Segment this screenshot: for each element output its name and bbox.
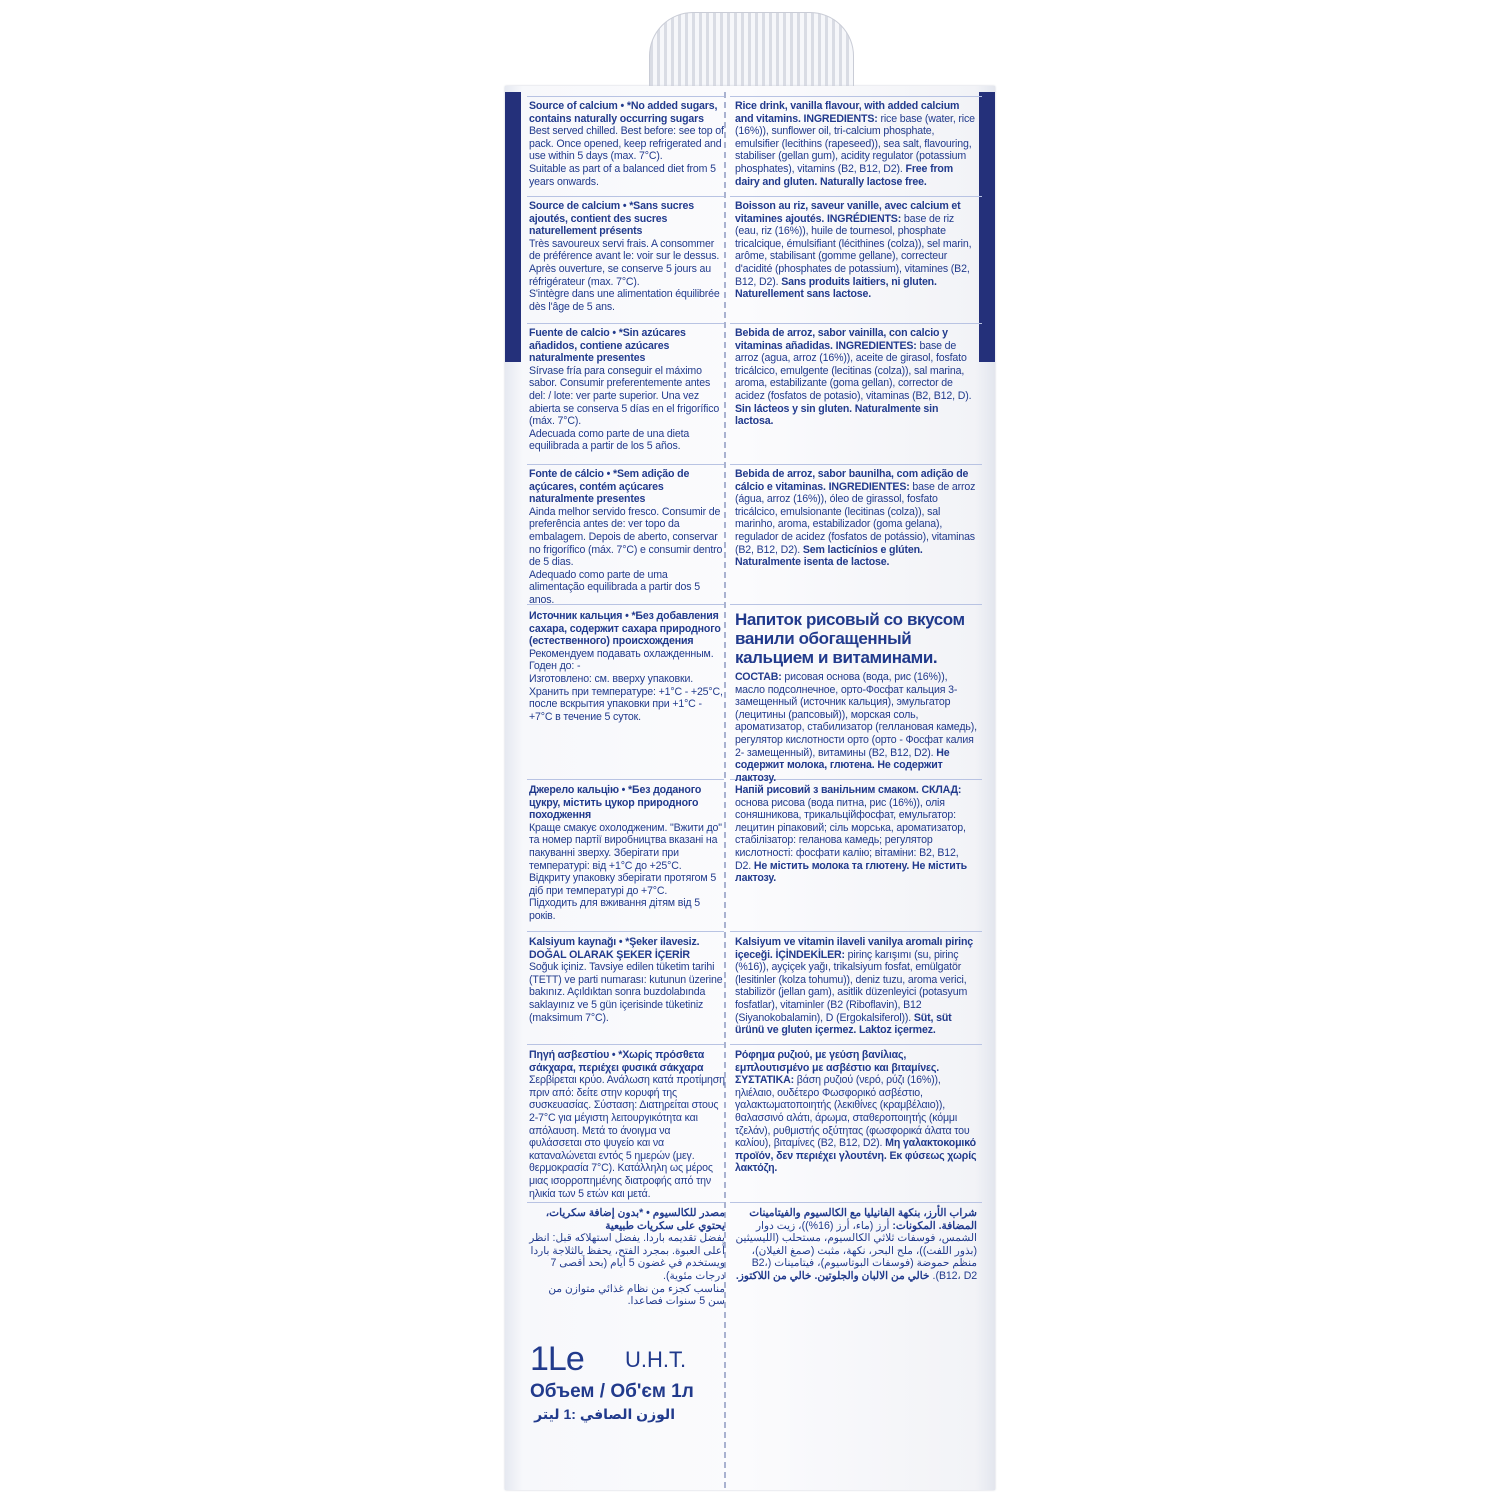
usage-body-en: Best served chilled. Best before: see top of pack. Once opened, keep refrigerated and use within 5 days (max. 7°C). Suitable as part of a balanced diet from 5 years onwards.: [529, 125, 724, 188]
ingredients-tr: [735, 936, 977, 1037]
usage-text-el: [529, 1049, 725, 1200]
usage-heading-tr: Kalsiyum kaynağı • *Şeker ilavesiz. DOĞAL OLARAK ŞEKER İÇERİR: [529, 936, 700, 961]
ingredients-list-fr: base de riz (eau, riz (16%)), huile de tournesol, phosphate tricalcique, émulsifiant (lécithines (colza)), sel marin, arôme, stabilisant (gomme gellane), correcteur d'acidité (phosphates de potassium), vitamines (B2, B12, D2).: [735, 212, 972, 288]
ingredients-el: [735, 1049, 977, 1175]
ingredients-list-ru: рисовая основа (вода, рис (16%)), масло подсолнечное, орто-Фосфат кальция 3-замещенный (источник кальция), эмульгатор (лецитины (рапсовый)), морская соль, ароматизатор, стабилизатор (геллановая камедь), регулятор кислотности орто (орто - Фосфат калия 2- замещенный), витамины (B2, B12, D2).: [735, 671, 977, 759]
allergen-note-pt: Sem lacticínios e glúten. Naturalmente isenta de lactose.: [735, 543, 923, 569]
usage-body-fr: Très savoureux servi frais. A consommer de préférence avant le: voir sur le dessus. Après ouverture, se conserve 5 jours au réfrigérateur (max. 7°C). S'intègre dans une alimentation équilibrée dès l'âge de 5 ans.: [529, 237, 720, 313]
section-divider: [527, 464, 724, 465]
ingredients-heading-tr: Kalsiyum ve vitamin ilaveli vanilya aromalı pirinç içeceği. İÇİNDEKİLER:: [735, 936, 974, 961]
usage-heading-ar: مصدر للكالسيوم • *بدون إضافة سكريات، يحتوي على سكريات طبيعية: [545, 1207, 725, 1232]
usage-text-tr: [529, 936, 725, 1024]
section-divider: [730, 931, 982, 932]
ingredients-heading-pt: Bebida de arroz, sabor baunilha, com adição de cálcio e vitaminas. INGREDIENTES:: [735, 468, 969, 493]
usage-body-tr: Soğuk içiniz. Tavsiye edilen tüketim tarihi (TETT) ve parti numarası: kutunun üzerine bakınız. Açıldıktan sonra buzdolabında saklayınız ve 5 gün içerisinde tüketiniz (maksimum 7°C).: [529, 961, 723, 1024]
ingredients-heading-uk: Напій рисовий з ванільним смаком. СКЛАД:: [735, 784, 962, 796]
usage-heading-el: Πηγή ασβεστίου • *Χωρίς πρόσθετα σάκχαρα, περιέχει φυσικά σάκχαρα: [529, 1049, 705, 1074]
section-divider: [527, 779, 724, 780]
usage-heading-fr: Source de calcium • *Sans sucres ajoutés, contient des sucres naturellement présents: [529, 200, 694, 238]
ingredients-uk: [735, 784, 977, 885]
uht-label: U.H.T.: [625, 1347, 687, 1372]
usage-heading-ru: Источник кальция • *Без добавления сахара, содержит сахара природного (естественного) происхождения: [529, 610, 721, 648]
carton-right-edge-stripe: [979, 92, 995, 362]
usage-text-es: [529, 327, 725, 453]
allergen-note-uk: Не містить молока та глютену. Не містить лактозу.: [735, 859, 968, 885]
section-divider: [527, 196, 724, 197]
product-name-ru: Напиток рисовый со вкусом ванили обогащенный кальцием и витаминами.: [735, 610, 965, 667]
usage-text-uk: [529, 784, 725, 923]
allergen-note-fr: Sans produits laitiers, ni gluten. Naturellement sans lactose.: [735, 275, 937, 301]
ingredients-fr: [735, 200, 977, 301]
usage-body-pt: Ainda melhor servido fresco. Consumir de preferência antes de: ver topo da embalagem. Depois de aberto, conservar no frigorífico (máx. 7°C) e consumir dentro de 5 dias. Adequado como parte de uma alimentação equilibrada a partir dos 5 anos.: [529, 505, 723, 606]
ingredients-list-pt: base de arroz (água, arroz (16%)), óleo de girassol, fosfato tricálcico, emulsionante (lecitinas (colza)), sal marinho, aroma, estabilizador (goma gelana), regulador de acidez (fosfatos de potássio), vitaminas (B2, B12, D2).: [735, 480, 976, 556]
allergen-note-ru: Не содержит молока, глютена. Не содержит лактозу.: [735, 746, 950, 784]
allergen-note-el: Μη γαλακτοκομικό προϊόν, δεν περιέχει γλουτένη. Εκ φύσεως χωρίς λακτόζη.: [735, 1137, 977, 1175]
ingredients-ru: [735, 671, 977, 784]
usage-heading-es: Fuente de calcio • *Sin azúcares añadidos, contiene azúcares naturalmente presentes: [529, 327, 686, 365]
ingredients-heading-ar: شراب الأرز، بنكهة الفانيليا مع الكالسيوم والفيتامينات المضافة. المكونات:: [749, 1207, 977, 1232]
volume-ar: الوزن الصافي :1 ليتر: [534, 1406, 675, 1422]
ingredients-heading-ru: СОСТАВ:: [735, 671, 782, 683]
section-divider: [527, 96, 724, 97]
usage-heading-pt: Fonte de cálcio • *Sem adição de açúcares, contém açúcares naturalmente presentes: [529, 468, 690, 506]
usage-heading-uk: Джерело кальцію • *Без доданого цукру, містить цукор природного походження: [529, 784, 702, 822]
section-divider: [730, 464, 982, 465]
ingredients-list-el: βάση ρυζιού (νερό, ρύζι (16%)), ηλιέλαιο, ουδέτερο Φωσφορικό ασβέστιο, γαλακτωματοποιητής (λεκιθίνες (κραμβέλαιο)), θαλασσινό αλάτι, άρωμα, σταθεροποιητής (κόμμι τζελάν), ρυθμιστής οξύτητας (φωσφορικά άλατα του καλίου), βιταμίνες (B2, B12, D2).: [735, 1074, 970, 1150]
section-divider: [730, 323, 982, 324]
allergen-note-es: Sin lácteos y sin gluten. Naturalmente sin lactosa.: [735, 402, 939, 428]
section-divider: [527, 1044, 724, 1045]
usage-body-ar: يفضل تقديمه باردا. يفضل استهلاكه قبل: انظر أعلى العبوة. بمجرد الفتح، يحفظ بالثلاجة باردا ويستخدم في غضون 5 أيام (بحد أقصى 7 درجات مئوية). مناسب كجزء من نظام غذائي متوازن من سن 5 سنوات فصاعدا.: [529, 1232, 725, 1308]
ingredients-pt: [735, 468, 977, 569]
ingredients-heading-fr: Boisson au riz, saveur vanille, avec calcium et vitamines ajoutés. INGRÉDIENTS:: [735, 200, 961, 225]
usage-text-ru: [529, 610, 725, 723]
section-divider: [730, 604, 982, 605]
section-divider: [527, 931, 724, 932]
ingredients-heading-el: Ρόφημα ρυζιού, με γεύση βανίλιας, εμπλουτισμένο με ασβέστιο και βιταμίνες. ΣΥΣΤΑΤΙΚΑ:: [735, 1049, 940, 1087]
ingredients-list-tr: pirinç karışımı (su, pirinç (%16)), ayçiçek yağı, trikalsiyum fosfat, emülgatör (lesitinler (kolza tohumu)), deniz tuzu, aroma verici, stabilizör (jellan gam), asitlik düzenleyici (potasyum fosfatlar), vitaminler (B2 (Riboflavin), B12 (Siyanokobalamin), D (Ergokalsiferol)).: [735, 948, 968, 1024]
usage-body-el: Σερβίρεται κρύο. Ανάλωση κατά προτίμηση πριν από: δείτε στην κορυφή της συσκευασίας. Σύσταση: Διατηρείται στους 2-7°C για μέγιστη λειτουργικότητα και απόλαυση. Μετά το άνοιγμα να φυλάσσεται στο ψυγείο και να καταναλώνεται εντός 5 ημερών (μεγ. θερμοκρασία 7°C). Κατάλληλη ως μέρος μιας ισορροπημένης διατροφής από την ηλικία των 5 ετών και μετά.: [529, 1074, 725, 1200]
usage-text-fr: [529, 200, 725, 313]
allergen-note-tr: Süt, süt ürünü ve gluten içermez. Laktoz içermez.: [735, 1011, 952, 1037]
usage-body-uk: Краще смакує охолодженим. "Вжити до" та номер партії виробництва вказані на пакуванні зверху. Зберігати при температурі: від +1°C до +25°C. Відкриту упаковку зберігати протягом 5 діб при температурі до +7°C. Підходить для вживання дітям від 5 років.: [529, 821, 722, 922]
ingredients-ar: [735, 1207, 977, 1283]
ingredients-list-uk: основа рисова (вода питна, рис (16%)), олія соняшникова, трикальційфосфат, емульгатор: лецитин ріпаковий; сіль морська, ароматизатор, стабілізатор: геланова камедь; регулятор кислотності: фосфати калію; вітаміни: B2, B12, D2.: [735, 796, 966, 872]
usage-heading-en: Source of calcium • *No added sugars, contains naturally occurring sugars: [529, 100, 718, 125]
carton-cap: [649, 12, 854, 94]
section-divider: [730, 96, 982, 97]
usage-text-ar: [529, 1207, 725, 1308]
ingredients-list-en: rice base (water, rice (16%)), sunflower oil, tri-calcium phosphate, emulsifier (lecithins (rapeseed)), sea salt, flavouring, stabiliser (gellan gum), acidity regulator (potassium phosphates), vitamins (B2, B12, D2).: [735, 112, 975, 175]
usage-text-pt: [529, 468, 725, 607]
usage-text-en: [529, 100, 725, 188]
ingredients-heading-en: Rice drink, vanilla flavour, with added calcium and vitamins. INGREDIENTS:: [735, 100, 960, 125]
section-divider: [527, 1202, 724, 1203]
volume-mark: 1Le: [530, 1340, 584, 1378]
section-divider: [730, 196, 982, 197]
allergen-note-en: Free from dairy and gluten. Naturally lactose free.: [735, 162, 954, 188]
section-divider: [527, 323, 724, 324]
volume-ru-uk: Объем / Об'єм 1л: [530, 1381, 694, 1402]
ingredients-en: [735, 100, 977, 188]
ingredients-heading-es: Bebida de arroz, sabor vainilla, con calcio y vitaminas añadidas. INGREDIENTES:: [735, 327, 948, 352]
section-divider: [730, 1202, 982, 1203]
section-divider: [730, 1044, 982, 1045]
usage-body-ru: Рекомендуем подавать охлажденным. Годен до: - Изготовлено: см. вверху упаковки. Хранить при температуре: +1°C - +25°C, после вскрытия упаковки при +1°C - +7°C в течение 5 суток.: [529, 647, 723, 723]
ingredients-list-ar: أرز (ماء، أرز (16%))، زيت دوار الشمس، فوسفات ثلاثي الكالسيوم، مستحلب (الليسيثين (بذور اللفت))، ملح البحر، نكهة، مثبت (صمغ الغيلان)، منظم حموضة (فوسفات البوتاسيوم)، فيتامينات (B2، B12، D2).: [735, 1219, 977, 1282]
ingredients-es: [735, 327, 977, 428]
usage-body-es: Sírvase fría para conseguir el máximo sabor. Consumir preferentemente antes del: / lote: ver parte superior. Una vez abierta se conserva 5 días en el frigorífico (máx. 7°C). Adecuada como parte de una dieta equilibrada a partir de los 5 años.: [529, 364, 720, 453]
allergen-note-ar: خالي من الالبان والجلوتين. خالي من اللاكتوز.: [735, 1269, 930, 1282]
carton-left-edge-stripe: [505, 92, 521, 362]
ingredients-list-es: base de arroz (agua, arroz (16%)), aceite de girasol, fosfato tricálcico, emulgente (lecitinas (colza)), sal marina, aroma, estabilizante (goma gellan), corrector de acidez (fosfatos de potasio), vitaminas (B2, B12, D).: [735, 339, 972, 402]
